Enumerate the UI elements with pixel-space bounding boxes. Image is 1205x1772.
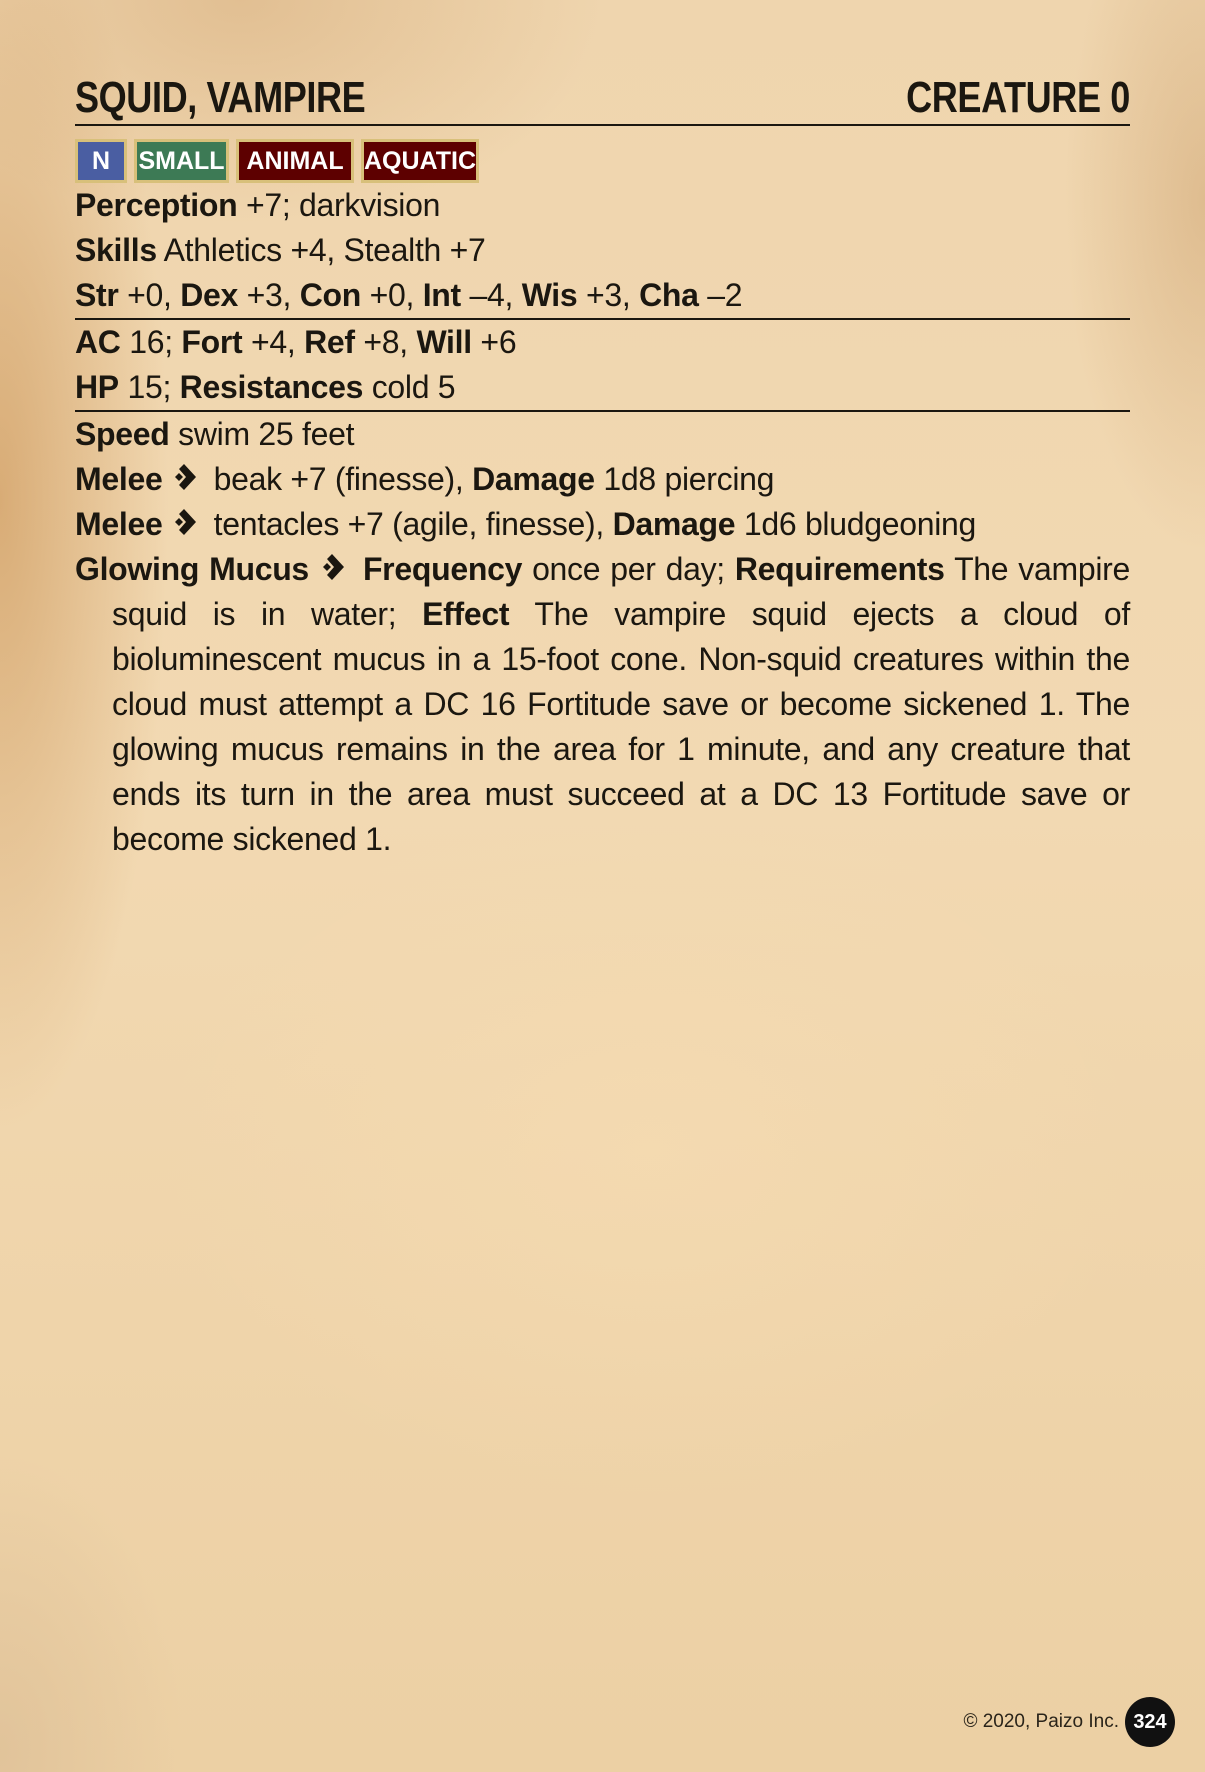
will-label: Will (416, 324, 472, 360)
trait-size: SMALL (134, 139, 229, 183)
melee-beak-damage: 1d8 piercing (594, 461, 775, 497)
stat-block (75, 70, 1130, 862)
copyright-notice: © 2020, Paizo Inc. (963, 1711, 1119, 1732)
skills-value: Athletics +4, Stealth +7 (156, 232, 486, 268)
skills-label: Skills (75, 232, 157, 268)
melee-beak-attack: beak +7 (finesse), (205, 461, 473, 497)
resistances-value: cold 5 (363, 369, 456, 405)
hp-value: 15; (118, 369, 180, 405)
perception-value: +7; darkvision (237, 187, 441, 223)
requirements-value: The vampire squid is in water; (112, 551, 1131, 632)
ac-label: AC (75, 324, 121, 360)
ac-value: 16; (120, 324, 182, 360)
fort-label: Fort (181, 324, 243, 360)
effect-label: Effect (422, 596, 510, 632)
creature-level: CREATURE 0 (906, 73, 1130, 122)
requirements-label: Requirements (734, 551, 945, 587)
resistances-label: Resistances (179, 369, 364, 405)
frequency-value: once per day; (522, 551, 735, 587)
ability-name: Glowing Mucus (75, 551, 309, 587)
con-value: +0, (361, 277, 423, 313)
hp-label: HP (75, 369, 119, 405)
dex-label: Dex (180, 277, 239, 313)
con-label: Con (299, 277, 362, 313)
defense-line (75, 318, 1130, 365)
cha-value: –2 (698, 277, 743, 313)
stat-block-header (75, 70, 1130, 126)
perception-line (75, 183, 1130, 228)
damage-label: Damage (472, 461, 595, 497)
speed-value: swim 25 feet (169, 416, 355, 452)
speed-label: Speed (75, 416, 170, 452)
frequency-label: Frequency (362, 551, 523, 587)
wis-label: Wis (521, 277, 578, 313)
page-footer (963, 1697, 1175, 1747)
melee-beak-line (75, 457, 1130, 502)
ref-label: Ref (304, 324, 355, 360)
trait-aquatic: AQUATIC (361, 139, 479, 183)
perception-label: Perception (75, 187, 238, 223)
fort-value: +4, (242, 324, 305, 360)
trait-alignment: N (75, 139, 127, 183)
single-action-icon (171, 505, 205, 539)
page-number-badge: 324 (1125, 1697, 1175, 1747)
dex-value: +3, (238, 277, 300, 313)
wis-value: +3, (577, 277, 640, 313)
melee-tentacles-line (75, 502, 1130, 547)
trait-list (75, 139, 1130, 183)
effect-value: The vampire squid ejects a cloud of bioluminescent mucus in a 15-foot cone. Non-squid creatures within the cloud must attempt a DC 16 Fortitude save or become sickened 1. The glowing mucus remains in the area for 1 minute, and any creature that ends its turn in the area must succeed at a DC 13 Fortitude save or become sickened 1. (112, 596, 1130, 857)
skills-line (75, 228, 1130, 273)
melee-label: Melee (75, 461, 163, 497)
ref-value: +8, (354, 324, 417, 360)
damage-label: Damage (612, 506, 736, 542)
melee-tentacles-damage: 1d6 bludgeoning (735, 506, 977, 542)
str-label: Str (75, 277, 119, 313)
int-value: –4, (460, 277, 522, 313)
trait-animal: ANIMAL (236, 139, 354, 183)
str-value: +0, (118, 277, 181, 313)
melee-tentacles-attack: tentacles +7 (agile, finesse), (205, 506, 613, 542)
speed-line (75, 410, 1130, 457)
melee-label: Melee (75, 506, 163, 542)
creature-name: SQUID, VAMPIRE (75, 73, 366, 122)
int-label: Int (422, 277, 461, 313)
cha-label: Cha (639, 277, 699, 313)
hp-line (75, 365, 1130, 410)
ability-scores-line (75, 273, 1130, 318)
single-action-icon (171, 460, 205, 494)
glowing-mucus-ability (75, 547, 1130, 862)
single-action-icon (319, 550, 353, 584)
will-value: +6 (471, 324, 517, 360)
